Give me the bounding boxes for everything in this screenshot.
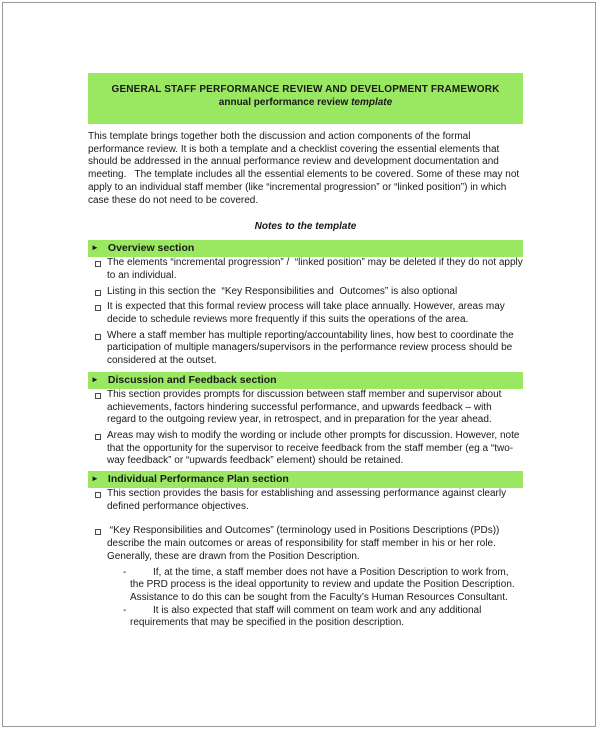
square-bullet-icon [95, 434, 101, 440]
bullet-text: The elements “incremental progression” / “linked position” may be deleted if they do not apply to an individual. [107, 257, 526, 281]
bullet-text: “Key Responsibilities and Outcomes” (terminology used in Positions Descriptions (PDs)) describe the main outcomes or areas of responsibility for staff member in his or her role. Generally, these are drawn from the Position Description. [107, 525, 503, 562]
intro-paragraph: This template brings together both the discussion and action components of the formal performance review. It is both a template and a checklist covering the essential elements that should be addressed in the annual performance review and development documentation and meeting. The template includes all the essential elements to be covered. Some of these may not apply to an individual staff member (like “incremental progression” or “linked position”) in which case these do not need to be covered. [88, 131, 522, 206]
dash-bullet-icon: - [123, 566, 127, 578]
list-item [88, 430, 523, 468]
dash-list-item [88, 567, 523, 605]
dash-item-text: It is also expected that staff will comment on team work and any additional requirements that may be specified in the position description. [130, 604, 485, 629]
bullet-text: This section provides the basis for establishing and assessing performance against clearly defined performance objectives. [107, 488, 509, 512]
dash-list-item [88, 605, 523, 630]
individual-plan-bullet-list [88, 488, 523, 564]
square-bullet-icon [95, 492, 101, 498]
notes-heading: Notes to the template [254, 221, 357, 233]
document-content [88, 0, 526, 630]
square-bullet-icon [95, 305, 101, 311]
document-subtitle [91, 96, 520, 109]
list-item [88, 389, 523, 427]
list-item [88, 257, 526, 282]
bullet-text: It is expected that this formal review process will take place annually. However, areas may decide to schedule reviews more frequently if this suits the operations of the area. [107, 301, 508, 326]
square-bullet-icon [95, 290, 101, 296]
bullet-text: Listing in this section the “Key Responsibilities and Outcomes” is also optional [107, 285, 458, 297]
list-item [88, 301, 523, 326]
list-item [88, 286, 523, 299]
section-title: Individual Performance Plan section [107, 473, 289, 486]
arrow-right-icon: ► [91, 374, 99, 384]
arrow-right-icon: ► [91, 243, 99, 253]
dash-item-text: If, at the time, a staff member does not have a Position Description to work from, the PRD process is the ideal opportunity to review and update the Position Description. Assistance to do this can be sought from the Faculty’s Human Resources Consultant. [130, 566, 517, 603]
bullet-text: Where a staff member has multiple reporting/accountability lines, how best to coordinate the participation of multiple managers/supervisors in the performance review process should be considered at the outset. [107, 329, 517, 367]
list-item [88, 488, 523, 513]
list-item [88, 330, 523, 368]
list-item [88, 525, 523, 563]
dash-bullet-icon: - [123, 604, 127, 616]
section-title: Overview section [107, 242, 195, 255]
bullet-text: This section provides prompts for discussion between staff member and supervisor about achievements, factors hindering successful performance, and upwards feedback – with regard to the outgoing review year, in retrospect, and in preparation for the year ahead. [107, 388, 505, 426]
square-bullet-icon [95, 529, 101, 535]
title-banner [88, 73, 523, 124]
subtitle-regular-text: annual performance review [218, 97, 352, 108]
section-bar-individual-performance-plan [88, 471, 523, 488]
section-bar-overview [88, 240, 523, 257]
overview-bullet-list [88, 257, 526, 368]
section-title: Discussion and Feedback section [107, 373, 277, 386]
square-bullet-icon [95, 393, 101, 399]
arrow-right-icon: ► [91, 474, 99, 484]
subtitle-italic-text: template [351, 97, 393, 108]
section-bar-discussion-feedback [88, 372, 523, 389]
discussion-bullet-list [88, 389, 523, 468]
square-bullet-icon [95, 261, 101, 267]
dash-sub-list [88, 567, 523, 631]
bullet-text: Areas may wish to modify the wording or include other prompts for discussion. However, note that the opportunity for the supervisor to receive feedback from the staff member (eg a “two-way feedback” or “upwards feedback” element) should be retained. [107, 429, 523, 467]
square-bullet-icon [95, 334, 101, 340]
document-title: GENERAL STAFF PERFORMANCE REVIEW AND DEVELOPMENT FRAMEWORK [111, 84, 500, 95]
